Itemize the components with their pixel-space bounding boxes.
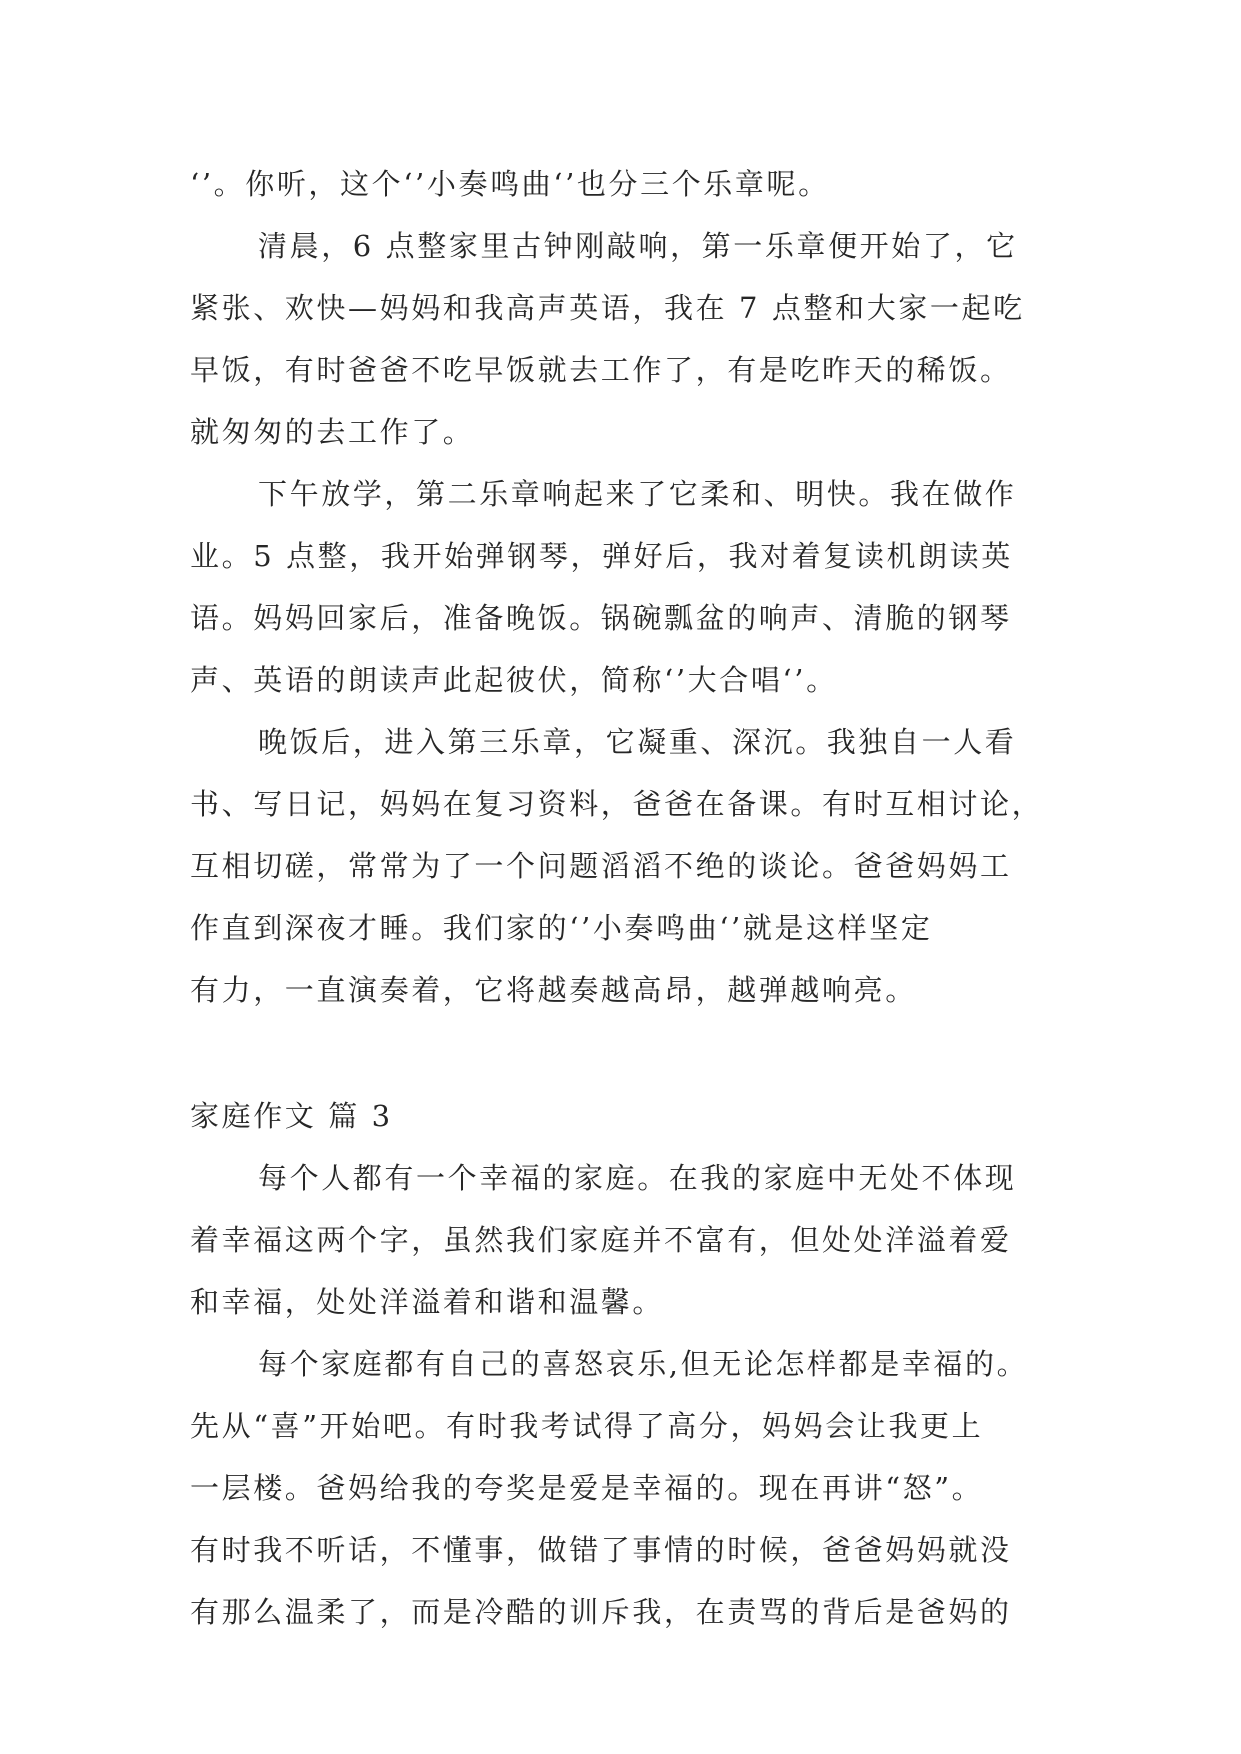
text-line: 先从“喜”开始吧。有时我考试得了高分，妈妈会让我更上 — [190, 1409, 984, 1443]
text-line: ‘’。你听，这个‘’小奏鸣曲‘’也分三个乐章呢。 — [190, 167, 830, 201]
text-line: 作直到深夜才睡。我们家的‘’小奏鸣曲‘’就是这样坚定 — [190, 911, 933, 945]
paragraph-start: 每个人都有一个幸福的家庭。在我的家庭中无处不体现 — [258, 1161, 1017, 1195]
text-line: 紧张、欢快—妈妈和我高声英语，我在 7 点整和大家一起吃 — [190, 291, 1025, 325]
text-line: 早饭，有时爸爸不吃早饭就去工作了，有是吃昨天的稀饭。 — [190, 353, 1012, 387]
text-line: 和幸福，处处洋溢着和谐和温馨。 — [190, 1285, 665, 1319]
section-heading: 家庭作文 篇 3 — [190, 1099, 393, 1133]
text-line: 就匆匆的去工作了。 — [190, 415, 475, 449]
text-line: 互相切磋，常常为了一个问题滔滔不绝的谈论。爸爸妈妈工 — [190, 849, 1012, 883]
text-line: 着幸福这两个字，虽然我们家庭并不富有，但处处洋溢着爱 — [190, 1223, 1012, 1257]
text-line: 业。5 点整，我开始弹钢琴，弹好后，我对着复读机朗读英 — [190, 539, 1013, 573]
text-line: 声、英语的朗读声此起彼伏，简称‘’大合唱‘’。 — [190, 663, 838, 697]
paragraph-start: 清晨，6 点整家里古钟刚敲响，第一乐章便开始了，它 — [258, 229, 1018, 263]
paragraph-start: 每个家庭都有自己的喜怒哀乐,但无论怎样都是幸福的。 — [258, 1347, 1029, 1381]
paragraph-start: 下午放学，第二乐章响起来了它柔和、明快。我在做作 — [258, 477, 1017, 511]
text-line: 有时我不听话，不懂事，做错了事情的时候，爸爸妈妈就没 — [190, 1533, 1012, 1567]
paragraph-start: 晚饭后，进入第三乐章，它凝重、深沉。我独自一人看 — [258, 725, 1017, 759]
text-line: 书、写日记，妈妈在复习资料，爸爸在备课。有时互相讨论， — [190, 787, 1044, 821]
text-line: 一层楼。爸妈给我的夸奖是爱是幸福的。现在再讲“怒”。 — [190, 1471, 984, 1505]
text-line: 有力，一直演奏着，它将越奏越高昂，越弹越响亮。 — [190, 973, 917, 1007]
text-line: 语。妈妈回家后，准备晚饭。锅碗瓢盆的响声、清脆的钢琴 — [190, 601, 1012, 635]
text-line: 有那么温柔了，而是冷酷的训斥我，在责骂的背后是爸妈的 — [190, 1595, 1012, 1629]
